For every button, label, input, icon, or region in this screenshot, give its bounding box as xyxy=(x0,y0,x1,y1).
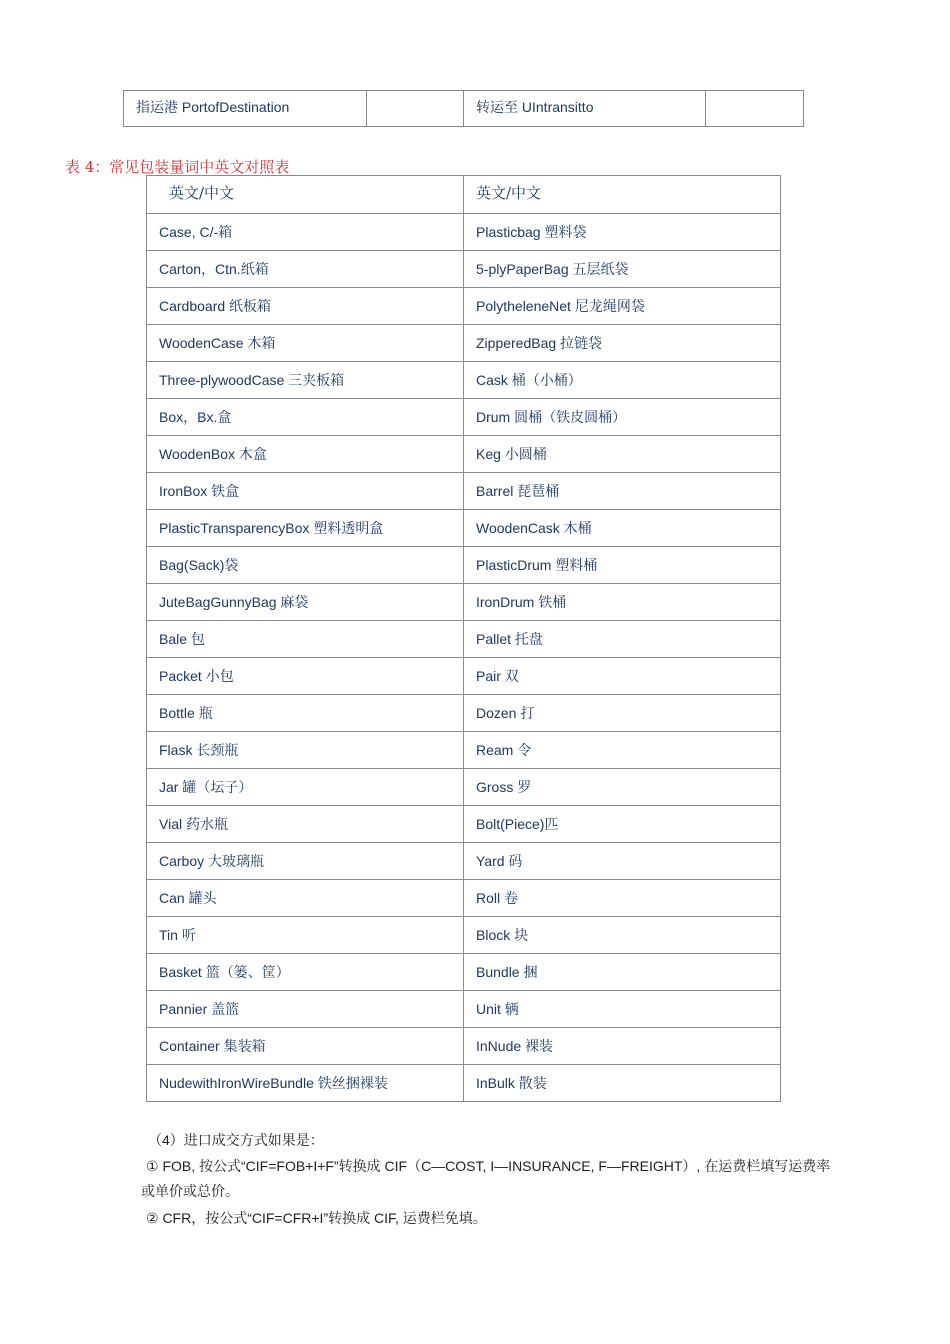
table-cell-left: WoodenCase 木箱 xyxy=(147,325,464,362)
table-cell-right: Ream 令 xyxy=(464,732,781,769)
table-row xyxy=(147,362,781,399)
table-cell-right: ZipperedBag 拉链袋 xyxy=(464,325,781,362)
cfr-conversion-text: ② CFR，按公式“CIF=CFR+I”转换成 CIF, 运费栏免填。 xyxy=(146,1210,487,1226)
table-cell-left: Cardboard 纸板箱 xyxy=(147,288,464,325)
table-cell-left: Bottle 瓶 xyxy=(147,695,464,732)
table-row xyxy=(147,436,781,473)
table-row xyxy=(147,584,781,621)
table-cell-right: Plasticbag 塑料袋 xyxy=(464,214,781,251)
table-cell-left: Can 罐头 xyxy=(147,880,464,917)
table-cell-left: Case, C/-箱 xyxy=(147,214,464,251)
table-cell-right: InNude 裸装 xyxy=(464,1028,781,1065)
table-row xyxy=(147,473,781,510)
table-cell-right: Gross 罗 xyxy=(464,769,781,806)
table-cell-left: PlasticTransparencyBox 塑料透明盒 xyxy=(147,510,464,547)
table-cell-left: Box，Bx.盒 xyxy=(147,399,464,436)
table-row xyxy=(147,991,781,1028)
table-cell-right: Pallet 托盘 xyxy=(464,621,781,658)
table-row xyxy=(147,732,781,769)
table-row xyxy=(147,1028,781,1065)
table-cell-left: Pannier 盖篮 xyxy=(147,991,464,1028)
table-cell-left: JuteBagGunnyBag 麻袋 xyxy=(147,584,464,621)
table-row xyxy=(147,325,781,362)
destination-value-cell xyxy=(367,91,464,127)
table-row xyxy=(147,251,781,288)
table-row xyxy=(124,91,804,127)
table-cell-right: Yard 码 xyxy=(464,843,781,880)
table-cell-left: IronBox 铁盒 xyxy=(147,473,464,510)
table-cell-left: Vial 药水瓶 xyxy=(147,806,464,843)
table-cell-right: Dozen 打 xyxy=(464,695,781,732)
header-right: 英文/中文 xyxy=(464,176,781,214)
table-cell-left: Tin 听 xyxy=(147,917,464,954)
table-row xyxy=(147,621,781,658)
table-row xyxy=(147,288,781,325)
table-cell-left: Flask 长颈瓶 xyxy=(147,732,464,769)
table-cell-right: Drum 圆桶（铁皮圆桶） xyxy=(464,399,781,436)
table-cell-right: Barrel 琵琶桶 xyxy=(464,473,781,510)
table-cell-left: Bale 包 xyxy=(147,621,464,658)
table-cell-left: Three-plywoodCase 三夹板箱 xyxy=(147,362,464,399)
table-row xyxy=(147,806,781,843)
table-row xyxy=(147,769,781,806)
table-row xyxy=(147,510,781,547)
fob-conversion-text: ① FOB, 按公式“CIF=FOB+I+F”转换成 CIF（C—COST, I—INSURANCE, F—FREIGHT）, 在运费栏填写运费率 xyxy=(146,1158,831,1174)
table-cell-left: Container 集装箱 xyxy=(147,1028,464,1065)
table-cell-right: Roll 卷 xyxy=(464,880,781,917)
table-cell-right: 5-plyPaperBag 五层纸袋 xyxy=(464,251,781,288)
table-header-row xyxy=(147,176,781,214)
table-row xyxy=(147,658,781,695)
table-cell-right: Pair 双 xyxy=(464,658,781,695)
table-cell-right: PolytheleneNet 尼龙绳网袋 xyxy=(464,288,781,325)
destination-table xyxy=(123,90,804,127)
table-row xyxy=(147,547,781,584)
packaging-terms-table xyxy=(146,175,781,1102)
table-cell-right: InBulk 散装 xyxy=(464,1065,781,1102)
table-cell-left: NudewithIronWireBundle 铁丝捆裸装 xyxy=(147,1065,464,1102)
table-cell-left: Packet 小包 xyxy=(147,658,464,695)
table-row xyxy=(147,954,781,991)
table-row xyxy=(147,399,781,436)
table-cell-left: WoodenBox 木盒 xyxy=(147,436,464,473)
table-cell-right: Bolt(Piece)匹 xyxy=(464,806,781,843)
table-cell-right: Cask 桶（小桶） xyxy=(464,362,781,399)
destination-label-cell: 指运港 PortofDestination xyxy=(124,91,367,127)
fob-conversion-continued: 或单价或总价。 xyxy=(141,1183,239,1199)
table-row xyxy=(147,695,781,732)
table-cell-right: IronDrum 铁桶 xyxy=(464,584,781,621)
table-cell-left: Carton，Ctn.纸箱 xyxy=(147,251,464,288)
table-cell-right: WoodenCask 木桶 xyxy=(464,510,781,547)
table-cell-right: Block 块 xyxy=(464,917,781,954)
table-cell-right: Unit 辆 xyxy=(464,991,781,1028)
table-row xyxy=(147,843,781,880)
table-row xyxy=(147,880,781,917)
table-row xyxy=(147,214,781,251)
table-cell-right: Keg 小圆桶 xyxy=(464,436,781,473)
table-caption: 表 4：常见包装量词中英文对照表 xyxy=(65,158,290,176)
transit-label-cell: 转运至 UIntransitto xyxy=(464,91,706,127)
table-cell-left: Basket 篮（篓、筐） xyxy=(147,954,464,991)
table-row xyxy=(147,917,781,954)
table-row xyxy=(147,1065,781,1102)
import-terms-heading: （4）进口成交方式如果是： xyxy=(148,1132,324,1148)
table-cell-right: Bundle 捆 xyxy=(464,954,781,991)
table-cell-left: Jar 罐（坛子） xyxy=(147,769,464,806)
table-cell-left: Bag(Sack)袋 xyxy=(147,547,464,584)
table-cell-left: Carboy 大玻璃瓶 xyxy=(147,843,464,880)
header-left: 英文/中文 xyxy=(147,176,464,214)
transit-value-cell xyxy=(706,91,804,127)
table-cell-right: PlasticDrum 塑料桶 xyxy=(464,547,781,584)
